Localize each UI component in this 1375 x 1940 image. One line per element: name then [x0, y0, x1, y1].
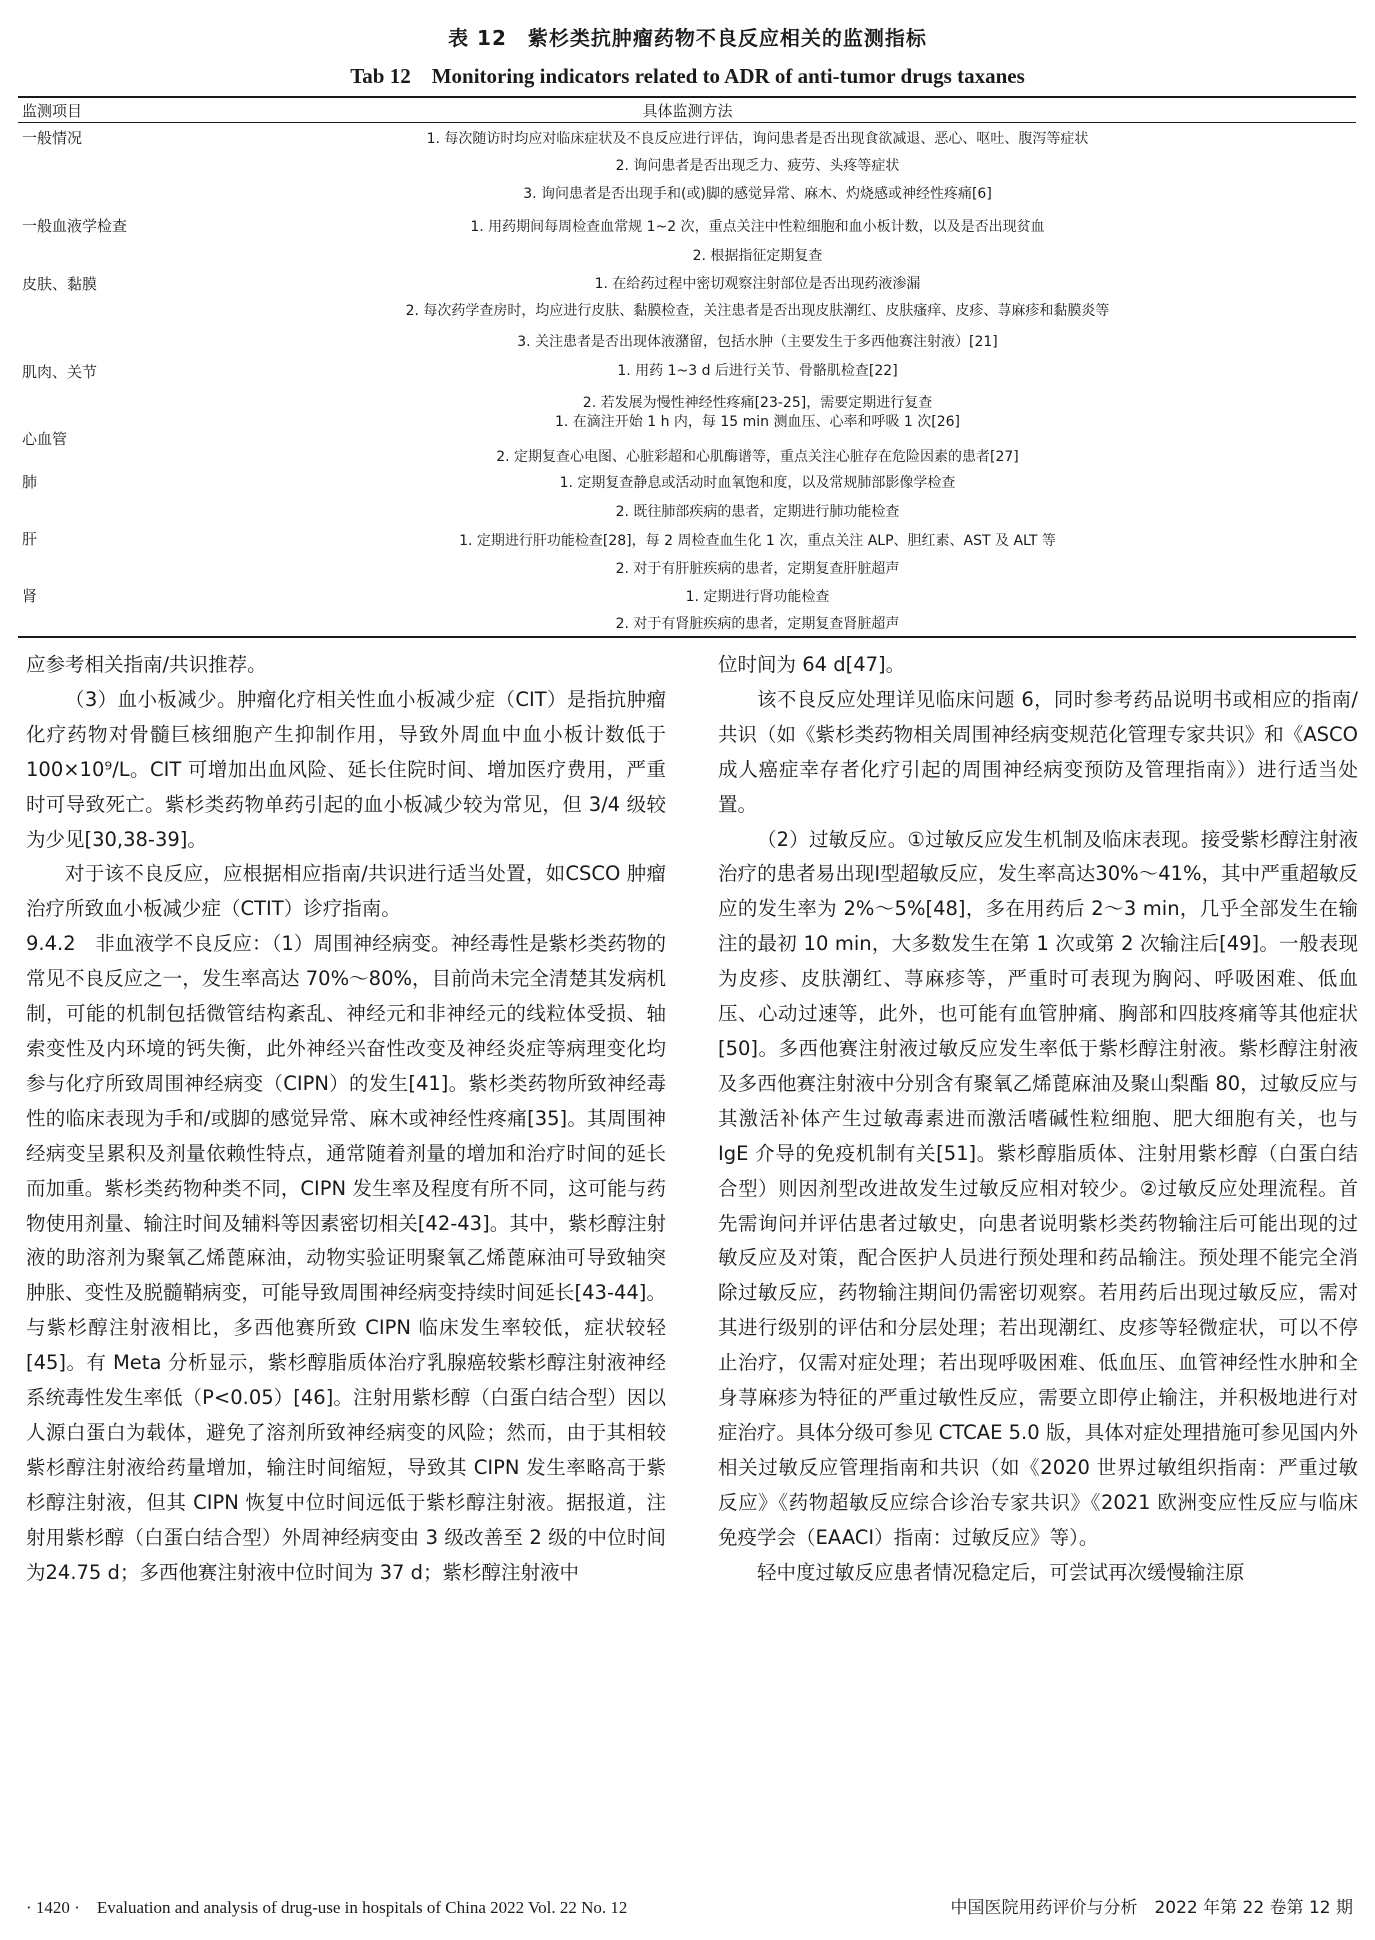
table-cell-line: 1. 用药 1~3 d 后进行关节、骨骼肌检查[22] [617, 363, 898, 379]
table-row-label: 皮肤、黏膜 [22, 275, 98, 293]
table-cell-line: 2. 定期复查心电图、心脏彩超和心肌酶谱等，重点关注心脏存在危险因素的患者[27] [496, 449, 1019, 465]
table-cell-line: 2. 每次药学查房时，均应进行皮肤、黏膜检查，关注患者是否出现皮肤潮红、皮肤瘙痒、皮疹、荨麻疹和黏膜炎等 [405, 303, 1110, 319]
table-bottom-rule [18, 636, 1356, 638]
table-row-label: 肝 [22, 530, 38, 548]
paragraph: 位时间为 64 d[47]。 [718, 653, 906, 676]
table-cell-line: 2. 询问患者是否出现乏力、疲劳、头疼等症状 [615, 158, 900, 174]
table-row-label: 肾 [22, 587, 38, 605]
table-row-label: 肌肉、关节 [22, 363, 98, 381]
table-cell-line: 3. 关注患者是否出现体液潴留，包括水肿（主要发生于多西他赛注射液）[21] [517, 334, 998, 350]
table-cell-line: 3. 询问患者是否出现手和(或)脚的感觉异常、麻木、灼烧感或神经性疼痛[6] [523, 186, 992, 202]
paragraph: 轻中度过敏反应患者情况稳定后，可尝试再次缓慢输注原 [757, 1560, 1245, 1584]
table-cell-line: 1. 定期进行肝功能检查[28]，每 2 周检查血生化 1 次，重点关注 ALP、胆红素、AST 及 ALT 等 [459, 533, 1056, 549]
paragraph: 应参考相关指南/共识推荐。 [26, 653, 267, 676]
table-cell-line: 2. 根据指征定期复查 [692, 248, 823, 264]
paragraph: （2）过敏反应。①过敏反应发生机制及临床表现。接受紫杉醇注射液治疗的患者易出现Ⅰ型超敏反应，发生率高达30%～41%，其中严重超敏反应的发生率为 2%～5%[48]，多在用药后 2～3 min，几乎全部发生在输注的最初 10 min，大多数发生在第 1 次或第 2 次输注后[49]。一般表现为皮疹、皮肤潮红、荨麻疹等，严重时可表现为胸闷、呼吸困难、低血压、心动过速等，此外，也可能有血管肿痛、胸部和四肢疼痛等其他症状[50]。多西他赛注射液过敏反应发生率低于紫杉醇注射液。紫杉醇注射液及多西他赛注射液中分别含有聚氧乙烯蓖麻油及聚山梨酯 80，过敏反应与其激活补体产生过敏毒素进而激活嗜碱性粒细胞、肥大细胞有关，也与 IgE 介导的免疫机制有关[51]。紫杉醇脂质体、注射用紫杉醇（白蛋白结合型）则因剂型改进故发生过敏反应相对较少。②过敏反应处理流程。首先需询问并评估患者过敏史，向患者说明紫杉类药物输注后可能出现的过敏反应及对策，配合医护人员进行预处理和药品输注。预处理不能完全消除过敏反应，药物输注期间仍需密切观察。若用药后出现过敏反应，需对其进行级别的评估和分层处理；若出现潮红、皮疹等轻微症状，可以不停止治疗，仅需对症处理；若出现呼吸困难、低血压、血管神经性水肿和全身荨麻疹为特征的严重过敏性反应，需要立即停止输注，并积极地进行对症治疗。具体分级可参见 CTCAE 5.0 版，具体对症处理措施可参见国内外相关过敏反应管理指南和共识（如《2020 世界过敏组织指南：严重过敏反应》《药物超敏反应综合诊治专家共识》《2021 欧洲变应性反应与临床免疫学会（EAACI）指南：过敏反应》等）。 [718, 827, 1358, 1549]
paragraph: （3）血小板减少。肿瘤化疗相关性血小板减少症（CIT）是指抗肿瘤化疗药物对骨髓巨核细胞产生抑制作用，导致外周血中血小板计数低于 100×10⁹/L。CIT 可增加出血风险、延长住院时间、增加医疗费用，严重时可导致死亡。紫杉类药物单药引起的血小板减少较为常见，但 3/4 级较为少见[30,38-39]。 [26, 687, 666, 851]
table-row-label: 心血管 [22, 430, 68, 448]
table-cell-line: 2. 对于有肝脏疾病的患者，定期复查肝脏超声 [615, 561, 900, 577]
table-title-chinese: 表 12 紫杉类抗肿瘤药物不良反应相关的监测指标 [448, 26, 927, 50]
section-paragraph: 9.4.2 非血液学不良反应：（1）周围神经病变。神经毒性是紫杉类药物的常见不良反应之一，发生率高达 70%～80%，目前尚未完全清楚其发病机制，可能的机制包括微管结构紊乱、神经元和非神经元的线粒体受损、轴索变性及内环境的钙失衡，此外神经兴奋性改变及神经炎症等病理变化均参与化疗所致周围神经病变（CIPN）的发生[41]。紫杉类药物所致神经毒性的临床表现为手和/或脚的感觉异常、麻木或神经性疼痛[35]。其周围神经病变呈累积及剂量依赖性特点，通常随着剂量的增加和治疗时间的延长而加重。紫杉类药物种类不同，CIPN 发生率及程度有所不同，这可能与药物使用剂量、输注时间及辅料等因素密切相关[42-43]。其中，紫杉醇注射液的助溶剂为聚氧乙烯蓖麻油，动物实验证明聚氧乙烯蓖麻油可导致轴突肿胀、变性及脱髓鞘病变，可能导致周围神经病变持续时间延长[43-44]。与紫杉醇注射液相比，多西他赛所致 CIPN 临床发生率较低，症状较轻[45]。有 Meta 分析显示，紫杉醇脂质体治疗乳腺癌较紫杉醇注射液神经系统毒性发生率低（P<0.05）[46]。注射用紫杉醇（白蛋白结合型）因以人源白蛋白为载体，避免了溶剂所致神经病变的风险；然而，由于其相较紫杉醇注射液给药量增加，输注时间缩短，导致其 CIPN 发生率略高于紫杉醇注射液，但其 CIPN 恢复中位时间远低于紫杉醇注射液。据报道，注射用紫杉醇（白蛋白结合型）外周神经病变由 3 级改善至 2 级的中位时间为24.75 d；多西他赛注射液中位时间为 37 d；紫杉醇注射液中 [26, 932, 666, 1584]
table-row-label: 肺 [22, 473, 38, 491]
table-cell-line: 1. 在滴注开始 1 h 内，每 15 min 测血压、心率和呼吸 1 次[26] [554, 414, 961, 430]
body-column-left [26, 648, 666, 1590]
table-cell-line: 1. 定期进行肾功能检查 [685, 589, 830, 605]
table-cell-line: 1. 在给药过程中密切观察注射部位是否出现药液渗漏 [594, 276, 921, 292]
table-cell-line: 2. 既往肺部疾病的患者，定期进行肺功能检查 [615, 504, 900, 520]
table-cell-line: 1. 定期复查静息或活动时血氧饱和度，以及常规肺部影像学检查 [559, 475, 956, 491]
body-column-right [718, 648, 1358, 1590]
table-cell-line: 1. 用药期间每周检查血常规 1~2 次，重点关注中性粒细胞和血小板计数，以及是否出现贫血 [470, 219, 1045, 235]
table-header-rule [18, 122, 1356, 123]
table-row-label: 一般血液学检查 [22, 217, 128, 235]
table-top-rule [18, 96, 1356, 98]
table-cell-line: 1. 每次随访时均应对临床症状及不良反应进行评估，询问患者是否出现食欲减退、恶心、呕吐、腹泻等症状 [426, 131, 1089, 147]
paragraph: 对于该不良反应，应根据相应指南/共识进行适当处置，如CSCO 肿瘤治疗所致血小板减少症（CTIT）诊疗指南。 [26, 862, 666, 921]
footer-journal-chinese: 中国医院用药评价与分析 2022 年第 22 卷第 12 期 [950, 1898, 1353, 1918]
table-header-item: 监测项目 [22, 102, 83, 120]
table-cell-line: 2. 若发展为慢性神经性疼痛[23-25]，需要定期进行复查 [582, 395, 933, 411]
table-cell-line: 2. 对于有肾脏疾病的患者，定期复查肾脏超声 [615, 616, 900, 632]
table-row-label: 一般情况 [22, 129, 83, 147]
paragraph: 该不良反应处理详见临床问题 6，同时参考药品说明书或相应的指南/共识（如《紫杉类药物相关周围神经病变规范化管理专家共识》和《ASCO 成人癌症幸存者化疗引起的周围神经病变预防及管理指南》）进行适当处置。 [718, 687, 1358, 816]
table-title-english: Tab 12 Monitoring indicators related to ADR of anti-tumor drugs taxanes [350, 64, 1025, 88]
footer-journal-english: · 1420 · Evaluation and analysis of drug-use in hospitals of China 2022 Vol. 22 No. 12 [26, 1898, 628, 1917]
table-header-method: 具体监测方法 [642, 102, 733, 120]
